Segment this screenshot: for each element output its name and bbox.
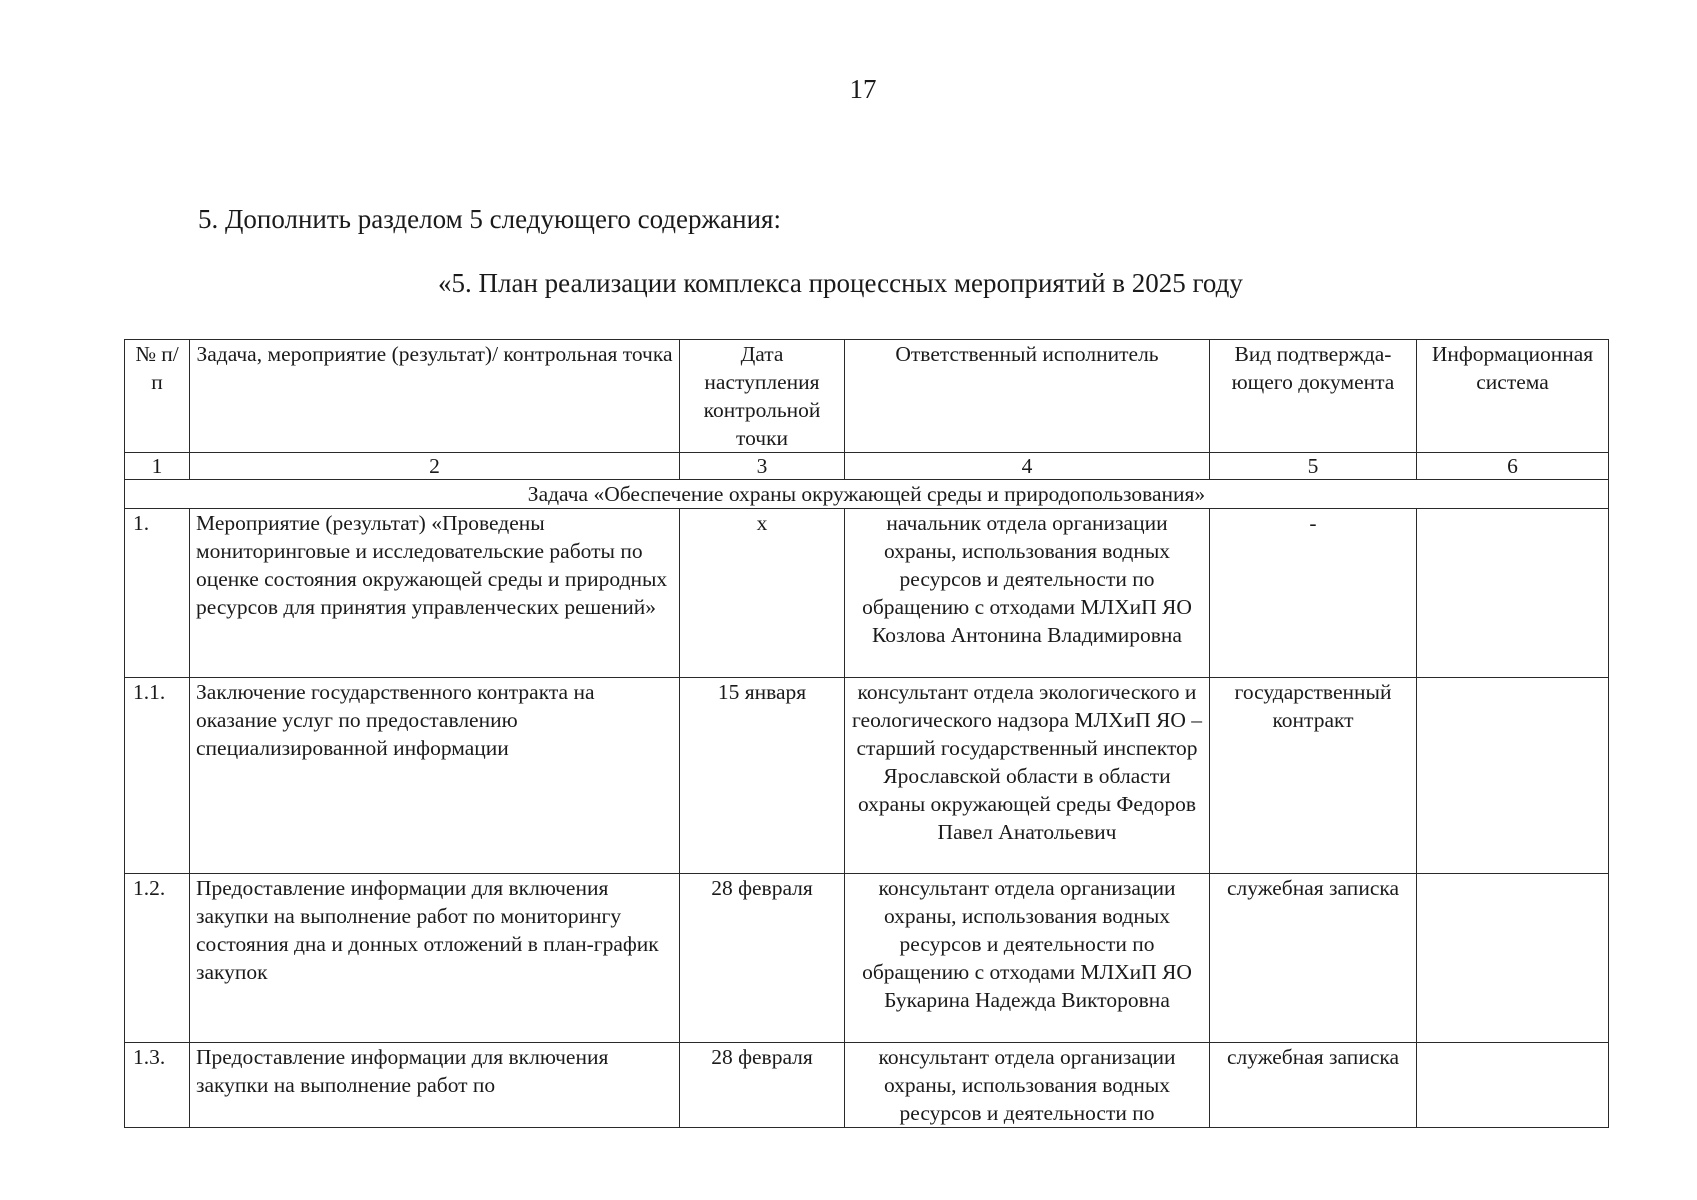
- row-document: -: [1210, 509, 1417, 678]
- intro-paragraph: 5. Дополнить разделом 5 следующего содержания:: [198, 204, 781, 234]
- row-event: Предоставление информации для включения закупки на выполнение работ по мониторингу состояния дна и донных отложений в план-график закупок: [190, 874, 680, 1043]
- row-event: Заключение государственного контракта на оказание услуг по предоставлению специализированной информации: [190, 678, 680, 874]
- row-document: служебная записка: [1210, 1043, 1417, 1128]
- row-event: Предоставление информации для включения закупки на выполнение работ по: [190, 1043, 680, 1128]
- row-date: x: [680, 509, 845, 678]
- column-number-row: [125, 453, 1609, 480]
- table-row: [125, 1043, 1609, 1128]
- row-executor: начальник отдела организации охраны, использования водных ресурсов и деятельности по обращению с отходами МЛХиП ЯО Козлова Антонина Владимировна: [845, 509, 1210, 678]
- row-number: 1.: [125, 509, 190, 678]
- column-number: 6: [1417, 453, 1609, 480]
- row-number: 1.2.: [125, 874, 190, 1043]
- header-executor: Ответственный исполнитель: [845, 340, 1210, 453]
- row-system: [1417, 678, 1609, 874]
- row-document: государственный контракт: [1210, 678, 1417, 874]
- row-executor: консультант отдела организации охраны, использования водных ресурсов и деятельности по: [845, 1043, 1210, 1128]
- row-system: [1417, 874, 1609, 1043]
- row-number: 1.3.: [125, 1043, 190, 1128]
- row-executor: консультант отдела организации охраны, использования водных ресурсов и деятельности по обращению с отходами МЛХиП ЯО Букарина Надежда Викторовна: [845, 874, 1210, 1043]
- table-header-row: [125, 340, 1609, 453]
- table-row: [125, 874, 1609, 1043]
- task-row: [125, 480, 1609, 509]
- row-event: Мероприятие (результат) «Проведены мониторинговые и исследовательские работы по оценке состояния окружающей среды и природных ресурсов для принятия управленческих решений»: [190, 509, 680, 678]
- column-number: 3: [680, 453, 845, 480]
- header-task: Задача, мероприятие (результат)/ контрольная точка: [190, 340, 680, 453]
- header-date: Дата наступления контрольной точки: [680, 340, 845, 453]
- column-number: 2: [190, 453, 680, 480]
- row-date: 28 февраля: [680, 1043, 845, 1128]
- row-number: 1.1.: [125, 678, 190, 874]
- header-system: Информационная система: [1417, 340, 1609, 453]
- table-row: [125, 509, 1609, 678]
- column-number: 5: [1210, 453, 1417, 480]
- table-row: [125, 678, 1609, 874]
- task-title: Задача «Обеспечение охраны окружающей среды и природопользования»: [125, 480, 1609, 509]
- header-document: Вид подтвержда- ющего документа: [1210, 340, 1417, 453]
- header-number: № п/п: [125, 340, 190, 453]
- page-number: 17: [849, 74, 877, 104]
- row-date: 28 февраля: [680, 874, 845, 1043]
- row-date: 15 января: [680, 678, 845, 874]
- plan-table: [124, 339, 1609, 1128]
- plan-title: «5. План реализации комплекса процессных мероприятий в 2025 году: [438, 268, 1243, 298]
- row-system: [1417, 1043, 1609, 1128]
- column-number: 1: [125, 453, 190, 480]
- row-executor: консультант отдела экологического и геологического надзора МЛХиП ЯО – старший государственный инспектор Ярославской области в области охраны окружающей среды Федоров Павел Анатольевич: [845, 678, 1210, 874]
- row-document: служебная записка: [1210, 874, 1417, 1043]
- row-system: [1417, 509, 1609, 678]
- column-number: 4: [845, 453, 1210, 480]
